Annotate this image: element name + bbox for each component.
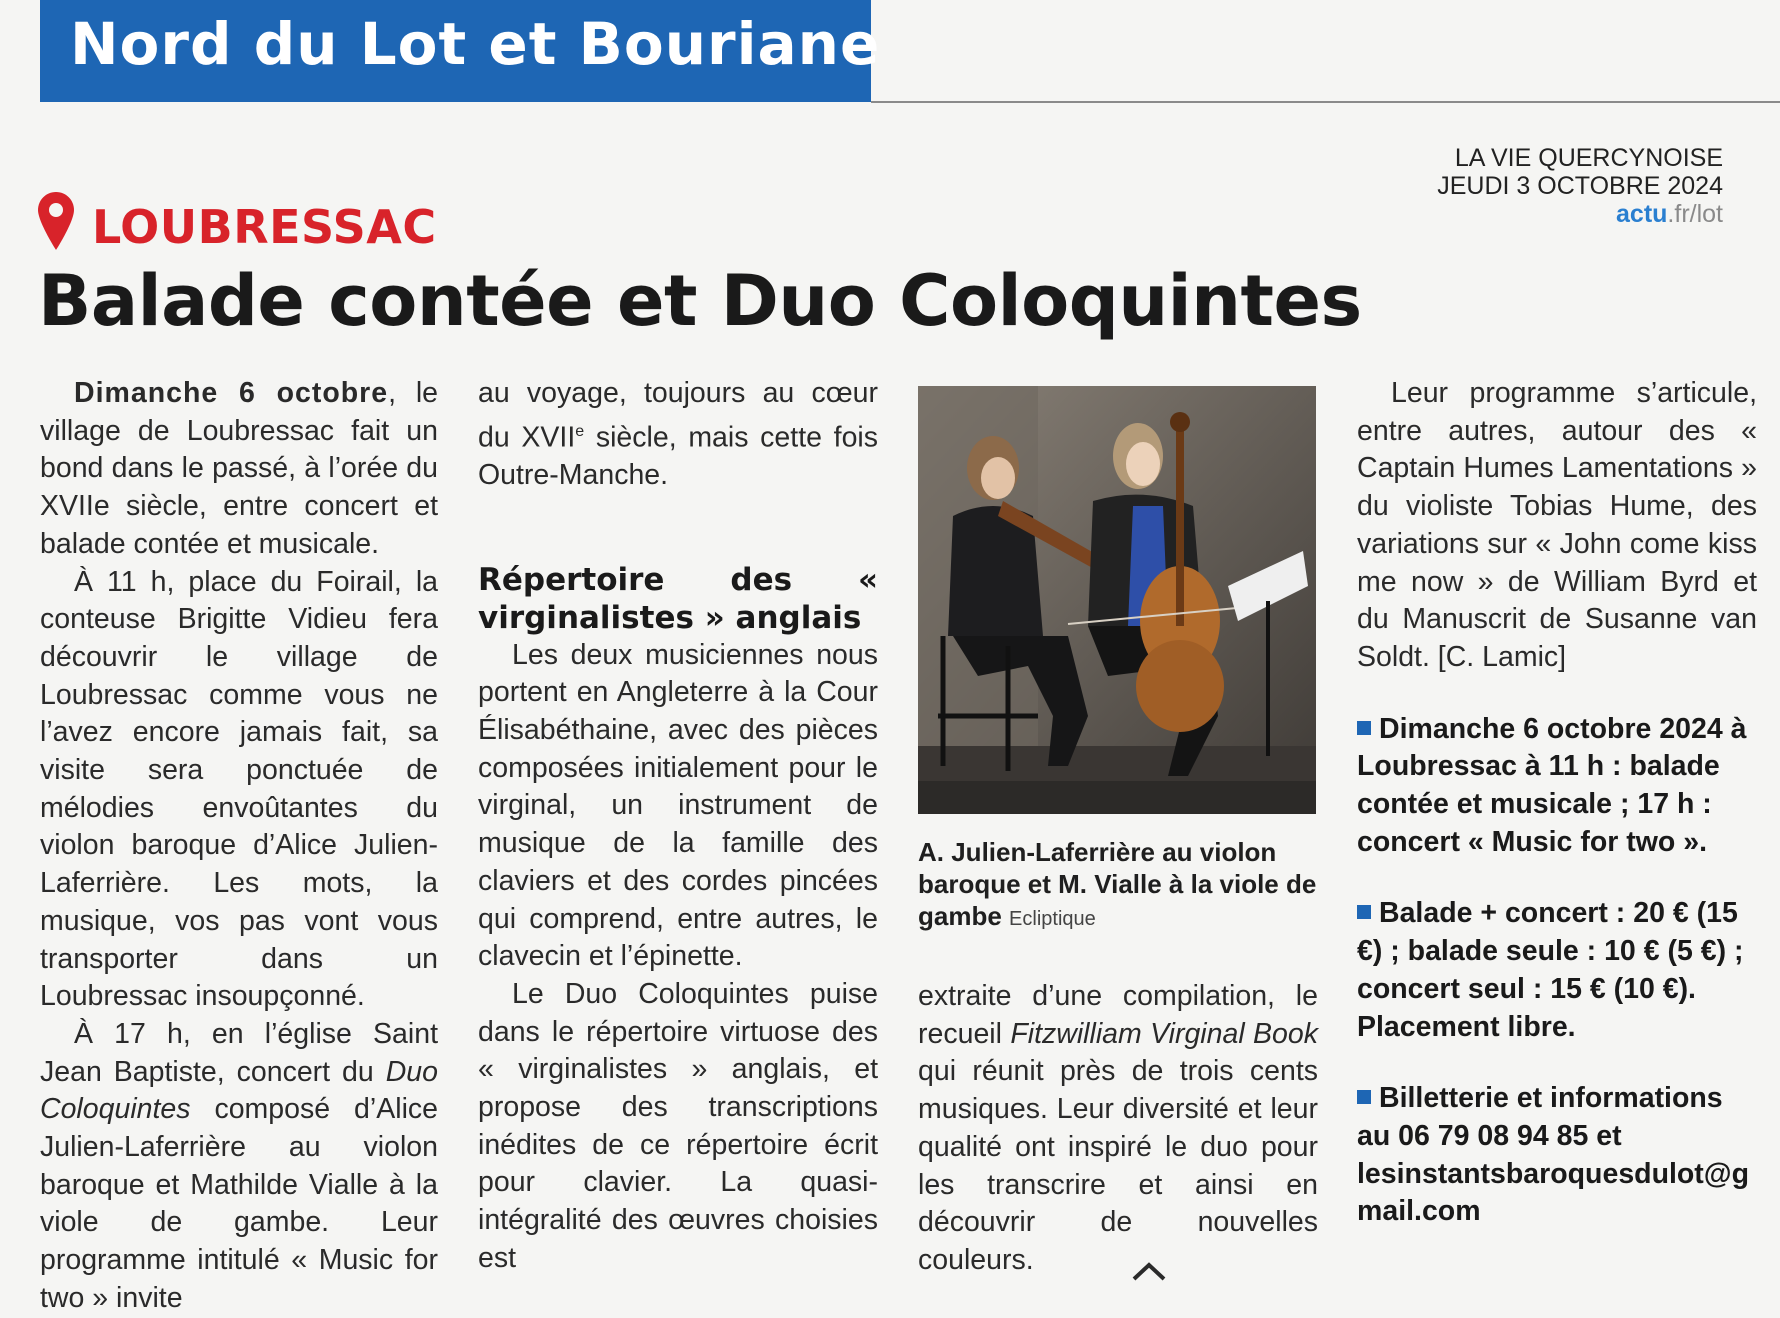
info-item	[1357, 711, 1757, 862]
paragraph: Leur programme s’articule, entre autres, autour des « Captain Humes Lamentations » du violiste Tobias Hume, des variations sur « John come kiss me now » de William Byrd et du Manuscrit de Susanne van Soldt. [C. Lamic]	[1357, 377, 1757, 673]
paragraph-text: au voyage, toujours au cœur du XVII	[478, 377, 878, 454]
paragraph: Les deux musiciennes nous portent en Angleterre à la Cour Élisabéthaine, avec des pièces composées initialement pour le virginal, un instrument de musique de la famille des claviers et des cordes pincées qui comprend, entre autres, le clavecin et l’épinette.	[478, 638, 878, 973]
info-text: Dimanche 6 octobre 2024 à Loubressac à 11 h : balade contée et musicale ; 17 h : concert « Music for two ».	[1357, 712, 1747, 858]
subheading: Répertoire des « virginalistes » anglais	[478, 561, 878, 636]
site-brand: actu	[1616, 200, 1668, 228]
article-column-1	[40, 375, 438, 1318]
article-column-3	[918, 978, 1318, 1280]
location-name: LOUBRESSAC	[92, 200, 437, 254]
paragraph-text: , le village de Loubressac fait un bond dans le passé, à l’orée du XVIIe siècle, entre concert et balade contée et musicale.	[40, 377, 438, 560]
section-banner	[40, 0, 881, 102]
bullet-icon	[1357, 1090, 1371, 1104]
paragraph	[918, 978, 1318, 1280]
caption-text: A. Julien-Laferrière au violon baroque et M. Vialle à la viole de gambe	[918, 837, 1317, 931]
publication-name: LA VIE QUERCYNOISE	[1454, 144, 1723, 172]
article-photo	[918, 386, 1316, 814]
site-link[interactable]	[1616, 200, 1723, 228]
photo-credit: Ecliptique	[1009, 908, 1096, 930]
paragraph-text: extraite d’une compilation, le recueil	[918, 980, 1318, 1050]
header-rule	[871, 101, 1780, 103]
info-item	[1357, 895, 1757, 1046]
paragraph: À 11 h, place du Foirail, la conteuse Brigitte Vidieu fera découvrir le village de Loubressac comme vous ne l’avez encore jamais fait, sa visite sera ponctuée de mélodies envoûtantes du violon baroque d’Alice Julien-Laferrière. Les mots, la musique, vos pas vont vous transporter dans un Loubressac insoupçonné.	[40, 565, 438, 1013]
location-pin-icon	[38, 192, 74, 252]
site-path: .fr/lot	[1667, 200, 1723, 228]
paragraph-text: composé d’Alice Julien-Laferrière au violon baroque et Mathilde Vialle à la viole de gambe. Leur programme intitulé « Music for two » invite	[40, 1093, 438, 1314]
info-text: Balade + concert : 20 € (15 €) ; balade seule : 10 € (5 €) ; concert seul : 15 € (10 €). Placement libre.	[1357, 897, 1744, 1043]
paragraph	[40, 1016, 438, 1318]
publication-date: JEUDI 3 OCTOBRE 2024	[1437, 172, 1723, 200]
paragraph: Le Duo Coloquintes puise dans le répertoire virtuose des « virginalistes » anglais, et propose des transcriptions inédites de ce répertoire écrit pour clavier. La quasi-intégralité des œuvres choisies est	[478, 977, 878, 1274]
chevron-up-icon[interactable]	[1131, 1261, 1167, 1281]
headline: Balade contée et Duo Coloquintes	[38, 260, 1362, 342]
lead-date: Dimanche 6 octobre	[74, 377, 389, 409]
article-column-4	[1357, 375, 1757, 1231]
info-item	[1357, 1080, 1757, 1231]
paragraph-text: siècle, mais cette fois Outre-Manche.	[478, 421, 878, 491]
ensemble-name: Duo Coloquintes	[40, 1055, 438, 1126]
photo-caption	[918, 836, 1318, 935]
paragraph-text: qui réunit près de trois cents musiques. Leur diversité et leur qualité ont inspiré le duo pour les transcrire et ainsi en découvrir de nouvelles couleurs.	[918, 1055, 1318, 1276]
masthead	[1437, 144, 1723, 232]
paragraph	[478, 375, 878, 495]
paragraph	[40, 375, 438, 564]
bullet-icon	[1357, 905, 1371, 919]
book-title: Fitzwilliam Virginal Book	[1010, 1017, 1318, 1050]
superscript: e	[575, 422, 585, 440]
article-column-2	[478, 375, 878, 1278]
paragraph-text: À 17 h, en l’église Saint Jean Baptiste, concert du	[40, 1017, 438, 1088]
info-text: Billetterie et informations au 06 79 08 94 85 et lesinstantsbaroquesdulot@gmail.com	[1357, 1082, 1750, 1228]
concert-photo-illustration	[918, 386, 1316, 814]
bullet-icon	[1357, 721, 1371, 735]
section-title: Nord du Lot et Bouriane	[70, 10, 881, 78]
